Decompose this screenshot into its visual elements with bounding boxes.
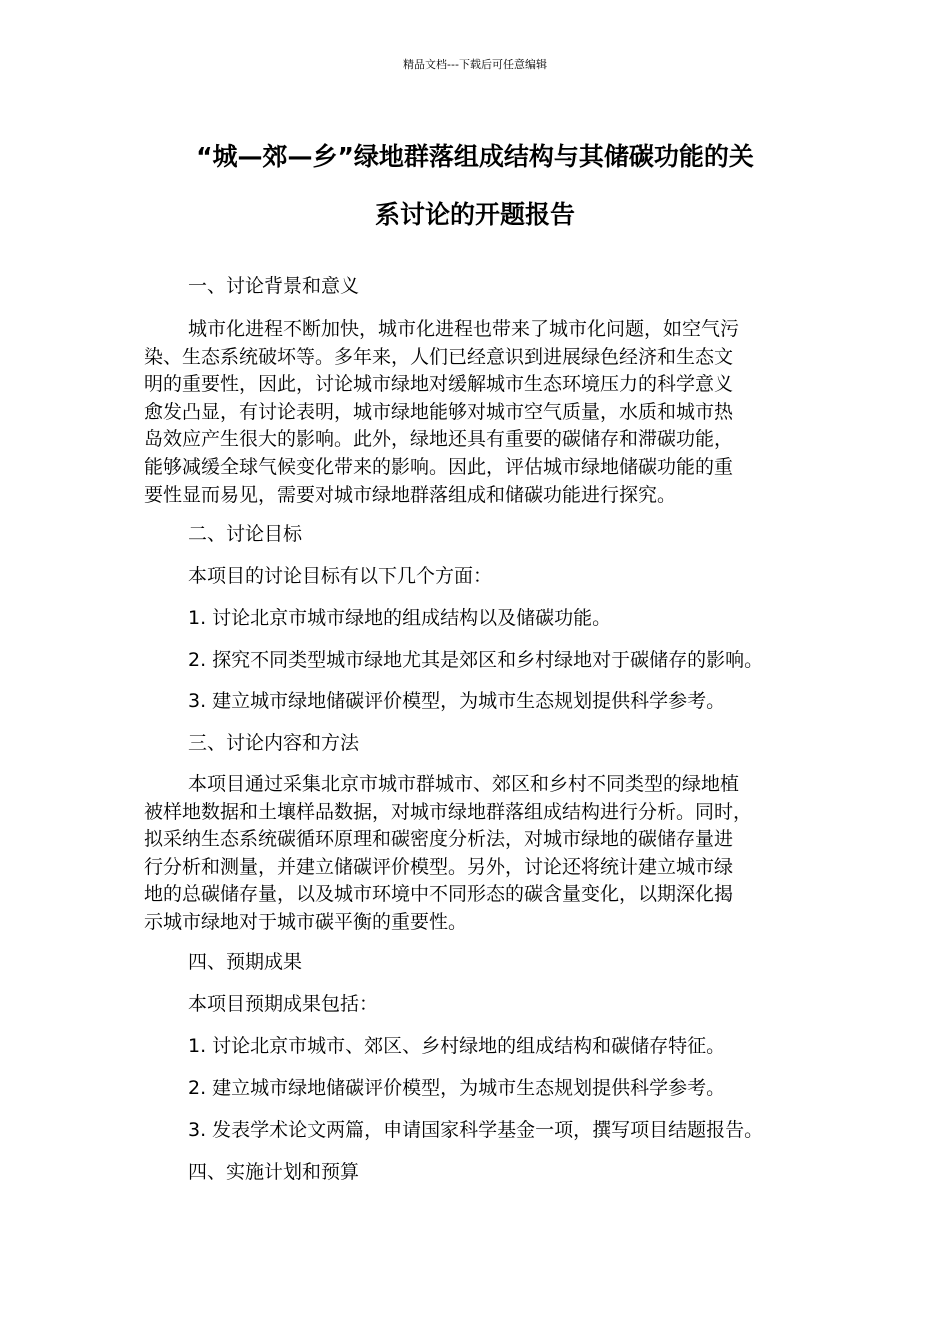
section-heading-methods: 三、讨论内容和方法	[188, 732, 360, 754]
paragraph-line: 示城市绿地对于城市碳平衡的重要性。	[144, 910, 468, 933]
outcome-item: 1. 讨论北京市城市、郊区、乡村绿地的组成结构和碳储存特征。	[188, 1035, 726, 1057]
paragraph-methods	[144, 771, 804, 937]
paragraph-line: 被样地数据和土壤样品数据，对城市绿地群落组成结构进行分析。同时，	[144, 800, 753, 823]
paragraph-line: 能够减缓全球气候变化带来的影响。因此，评估城市绿地储碳功能的重	[144, 455, 734, 478]
paragraph-line: 拟采纳生态系统碳循环原理和碳密度分析法，对城市绿地的碳储存量进	[144, 828, 734, 851]
paragraph-line: 城市化进程不断加快，城市化进程也带来了城市化问题，如空气污	[188, 318, 740, 340]
paragraph-line: 本项目通过采集北京市城市群城市、郊区和乡村不同类型的绿地植	[188, 773, 740, 795]
section-heading-outcomes: 四、预期成果	[188, 951, 303, 973]
document-title-line-1: “城—郊—乡”绿地群落组成结构与其储碳功能的关	[196, 142, 754, 171]
section-heading-plan-budget: 四、实施计划和预算	[188, 1161, 360, 1183]
document-title-line-2: 系讨论的开题报告	[374, 200, 575, 229]
outcome-item: 3. 发表学术论文两篇，申请国家科学基金一项，撰写项目结题报告。	[188, 1119, 764, 1141]
paragraph-line: 要性显而易见，需要对城市绿地群落组成和储碳功能进行探究。	[144, 483, 677, 506]
outcomes-intro: 本项目预期成果包括：	[188, 993, 379, 1015]
paragraph-line: 地的总碳储存量，以及城市环境中不同形态的碳含量变化，以期深化揭	[144, 883, 734, 906]
objective-item: 2. 探究不同类型城市绿地尤其是郊区和乡村绿地对于碳储存的影响。	[188, 649, 764, 671]
paragraph-line: 愈发凸显，有讨论表明，城市绿地能够对城市空气质量，水质和城市热	[144, 400, 734, 423]
paragraph-line: 染、生态系统破坏等。多年来，人们已经意识到进展绿色经济和生态文	[144, 345, 734, 368]
paragraph-line: 明的重要性，因此，讨论城市绿地对缓解城市生态环境压力的科学意义	[144, 373, 734, 396]
section-heading-background: 一、讨论背景和意义	[188, 275, 360, 297]
objective-item: 3. 建立城市绿地储碳评价模型，为城市生态规划提供科学参考。	[188, 690, 726, 712]
paragraph-line: 岛效应产生很大的影响。此外，绿地还具有重要的碳储存和滞碳功能，	[144, 428, 734, 451]
objectives-intro: 本项目的讨论目标有以下几个方面：	[188, 565, 493, 587]
outcome-item: 2. 建立城市绿地储碳评价模型，为城市生态规划提供科学参考。	[188, 1077, 726, 1099]
paragraph-background	[144, 316, 804, 509]
paragraph-line: 行分析和测量，并建立储碳评价模型。另外，讨论还将统计建立城市绿	[144, 855, 734, 878]
objective-item: 1. 讨论北京市城市绿地的组成结构以及储碳功能。	[188, 607, 612, 629]
section-heading-objectives: 二、讨论目标	[188, 523, 303, 545]
page-header-note: 精品文档---下载后可任意编辑	[403, 58, 547, 71]
